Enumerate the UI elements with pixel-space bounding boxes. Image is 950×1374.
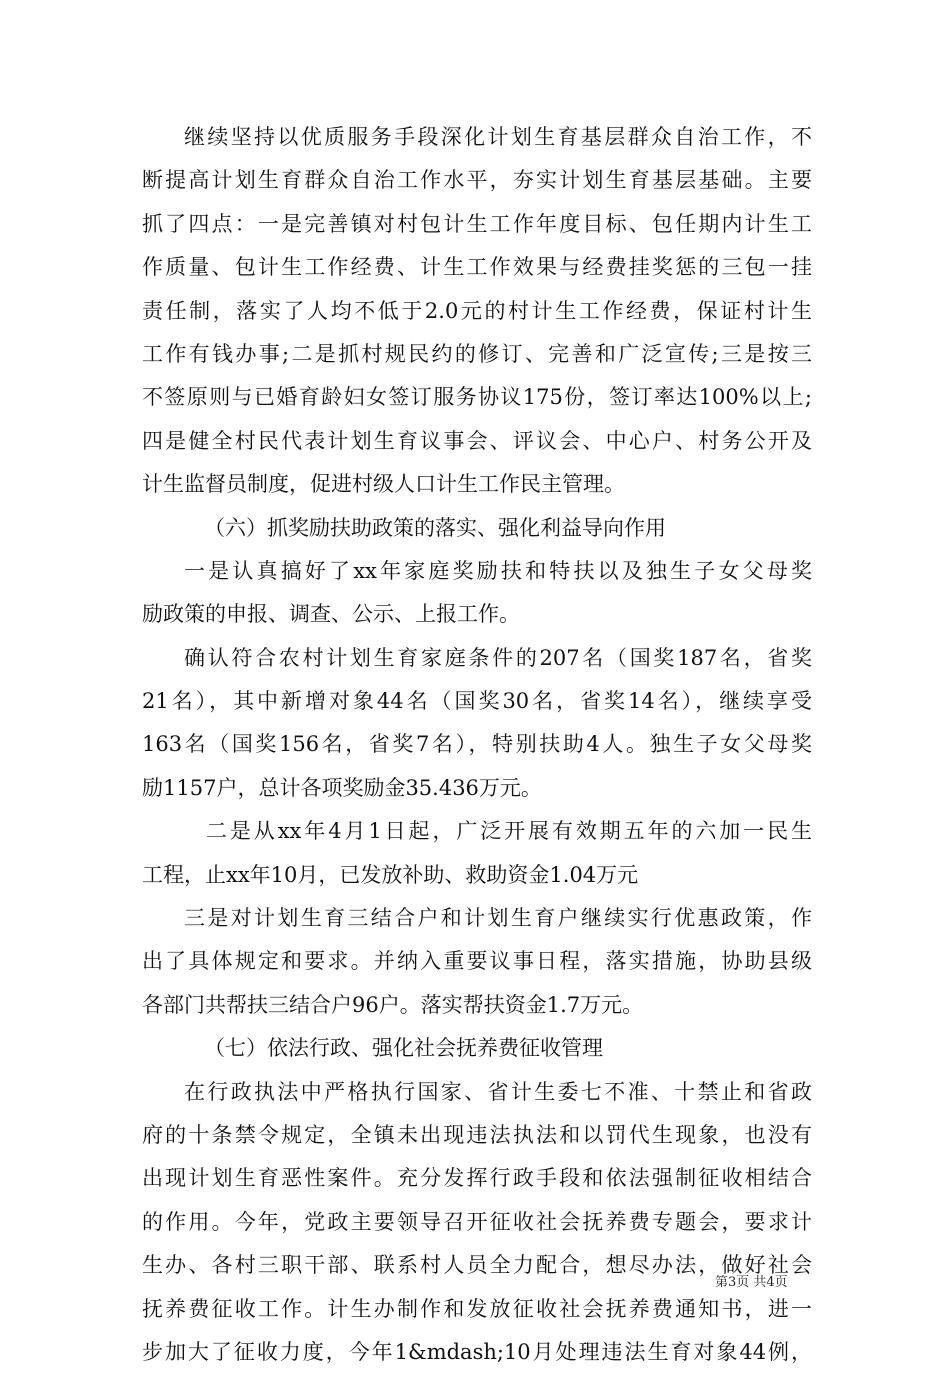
text-line: 各部门共帮扶三结合户96户。落实帮扶资金1.7万元。 xyxy=(142,992,644,1017)
text-line: 163名（国奖156名，省奖7名），特别扶助4人。独生子女父母奖 xyxy=(142,732,812,757)
text-line: 不签原则与已婚育龄妇女签订服务协议175份，签订率达100%以上; xyxy=(142,385,812,410)
text-line: 工作有钱办事;二是抓村规民约的修订、完善和广泛宣传;三是按三 xyxy=(142,341,812,366)
text-line: 21名），其中新增对象44名（国奖30名，省奖14名），继续享受 xyxy=(142,689,812,714)
text-line: 抚养费征收工作。计生办制作和发放征收社会抚养费通知书，进一 xyxy=(142,1296,812,1321)
text-line: 责任制，落实了人均不低于2.0元的村计生工作经费，保证村计生 xyxy=(142,298,812,323)
text-line: 府的十条禁令规定，全镇未出现违法执法和以罚代生现象，也没有 xyxy=(142,1122,812,1147)
text-line: 作质量、包计生工作经费、计生工作效果与经费挂奖惩的三包一挂 xyxy=(142,255,812,280)
text-line: 出了具体规定和要求。并纳入重要议事日程，落实措施，协助县级 xyxy=(142,949,812,974)
text-line: 励政策的申报、调查、公示、上报工作。 xyxy=(142,602,520,627)
text-line: 一是认真搞好了xx年家庭奖励扶和特扶以及独生子女父母奖 xyxy=(184,558,812,583)
page-number: 第3页 共4页 xyxy=(715,1275,788,1290)
text-line: 生办、各村三职干部、联系村人员全力配合，想尽办法，做好社会 xyxy=(142,1253,812,1278)
section-heading: （七）依法行政、强化社会抚养费征收管理 xyxy=(204,1036,603,1061)
text-line: 二是从xx年4月1日起，广泛开展有效期五年的六加一民生 xyxy=(206,819,812,844)
body-text xyxy=(142,116,812,1374)
text-line: 的作用。今年，党政主要领导召开征收社会抚养费专题会，要求计 xyxy=(142,1209,812,1234)
text-line: 抓了四点：一是完善镇对村包计生工作年度目标、包任期内计生工 xyxy=(142,211,812,236)
text-line: 三是对计划生育三结合户和计划生育户继续实行优惠政策，作 xyxy=(184,906,812,931)
text-line: 确认符合农村计划生育家庭条件的207名（国奖187名，省奖 xyxy=(184,645,812,670)
text-line: 在行政执法中严格执行国家、省计生委七不准、十禁止和省政 xyxy=(184,1079,812,1104)
text-line: 励1157户，总计各项奖励金35.436万元。 xyxy=(142,775,542,800)
text-line: 继续坚持以优质服务手段深化计划生育基层群众自治工作，不 xyxy=(184,125,812,149)
text-line: 工程，止xx年10月，已发放补助、救助资金1.04万元 xyxy=(142,862,639,887)
text-line: 出现计划生育恶性案件。充分发挥行政手段和依法强制征收相结合 xyxy=(142,1166,812,1191)
text-line: 断提高计划生育群众自治工作水平，夯实计划生育基层基础。主要 xyxy=(142,168,812,193)
text-line: 四是健全村民代表计划生育议事会、评议会、中心户、村务公开及 xyxy=(142,428,812,453)
section-heading: （六）抓奖励扶助政策的落实、强化利益导向作用 xyxy=(204,515,666,540)
text-line: 步加大了征收力度，今年1&mdash;10月处理违法生育对象44例， xyxy=(142,1339,812,1364)
text-line: 计生监督员制度，促进村级人口计生工作民主管理。 xyxy=(142,472,625,497)
